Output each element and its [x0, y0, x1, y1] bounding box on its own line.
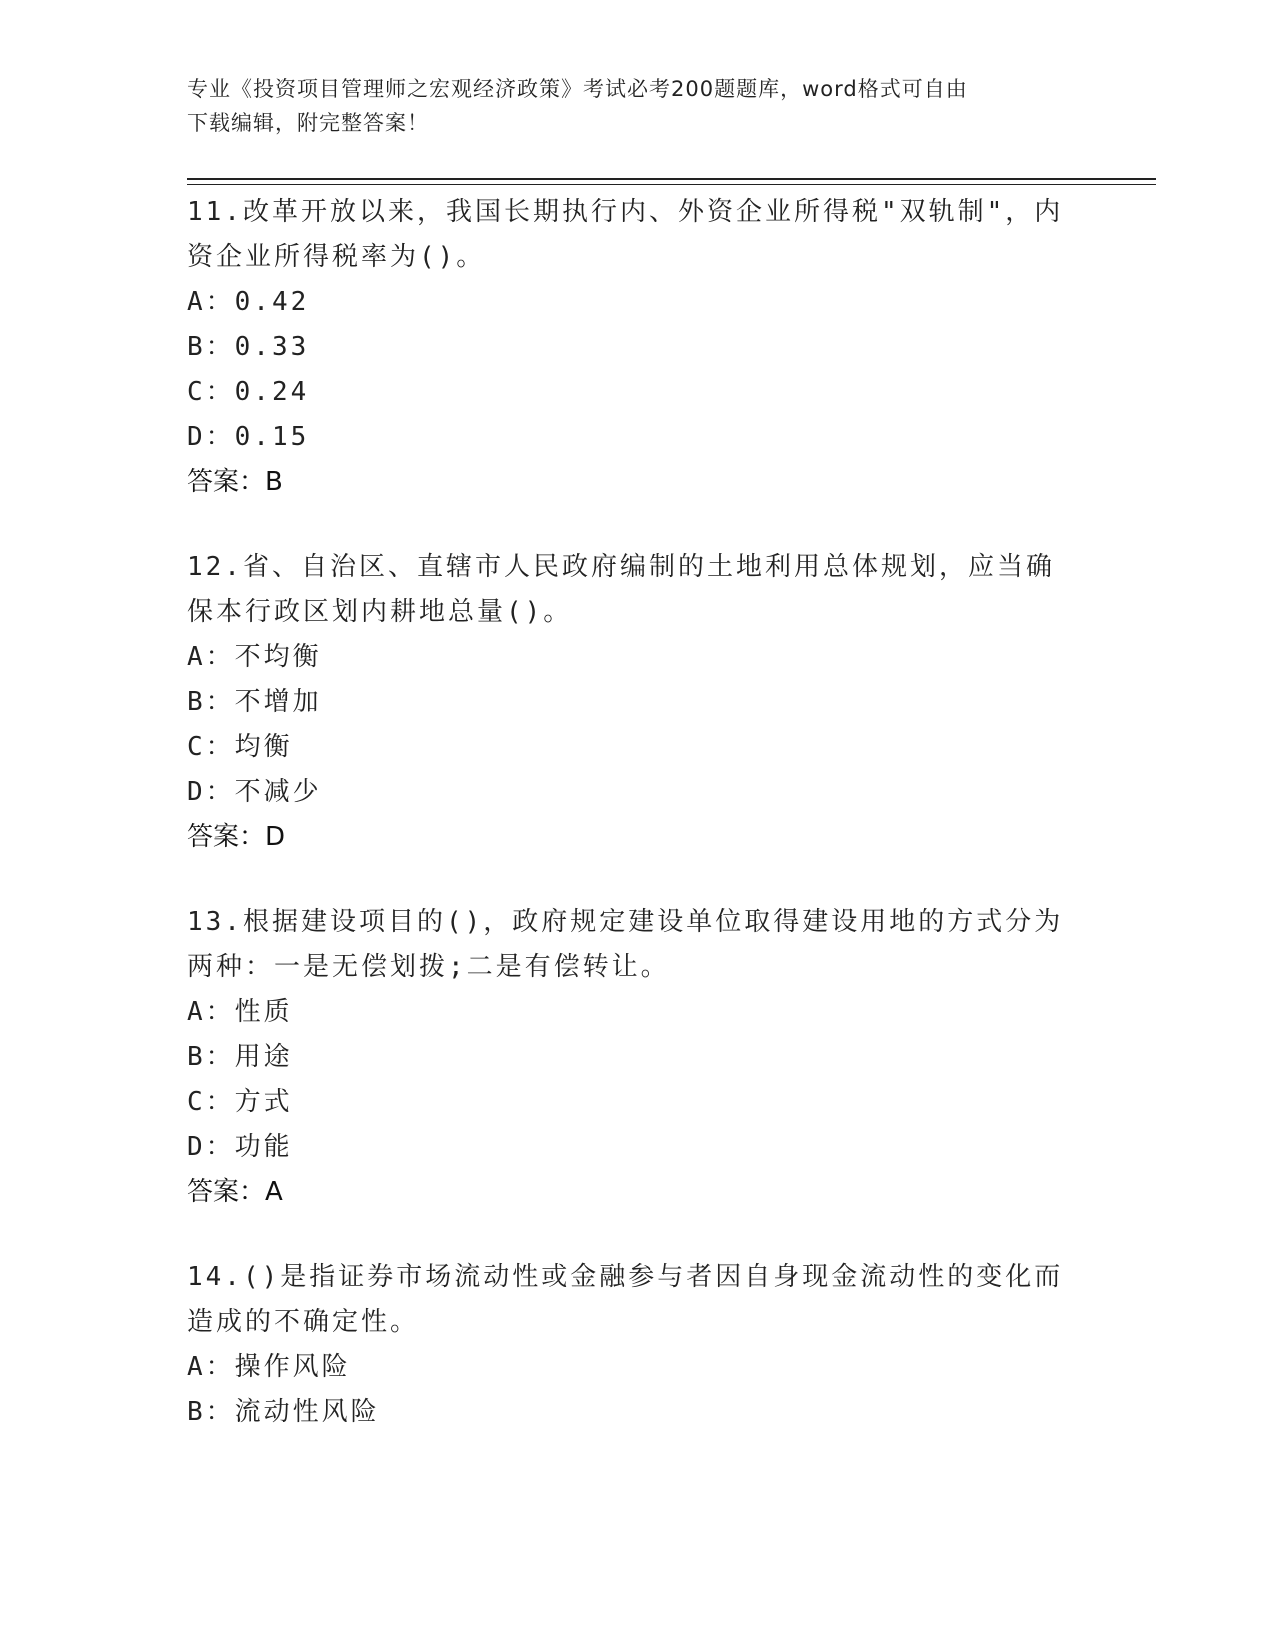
question-text: 11.改革开放以来，我国长期执行内、外资企业所得税"双轨制"，内资企业所得税率为()。	[187, 197, 1064, 272]
option-b: B：用途	[187, 1042, 293, 1072]
question-14	[187, 1255, 1087, 1435]
header-line-1: 专业《投资项目管理师之宏观经济政策》考试必考200题题库，word格式可自由	[187, 77, 968, 101]
option-d: D：0.15	[187, 422, 310, 452]
option-c: C：0.24	[187, 377, 310, 407]
option-c: C：均衡	[187, 732, 293, 762]
question-list	[187, 190, 1087, 1475]
question-text: 12.省、自治区、直辖市人民政府编制的土地利用总体规划，应当确保本行政区划内耕地总量()。	[187, 552, 1055, 627]
option-b: B：流动性风险	[187, 1397, 380, 1427]
option-b: B：0.33	[187, 332, 310, 362]
option-a: A：0.42	[187, 287, 310, 317]
document-header	[187, 72, 1077, 140]
option-d: D：功能	[187, 1132, 293, 1162]
header-divider-thin	[187, 184, 1156, 185]
answer-line: 答案：B	[187, 467, 283, 497]
answer-line: 答案：D	[187, 822, 286, 852]
question-11	[187, 190, 1087, 505]
question-text: 13.根据建设项目的()，政府规定建设单位取得建设用地的方式分为两种：一是无偿划拨;二是有偿转让。	[187, 907, 1064, 982]
option-d: D：不减少	[187, 777, 322, 807]
question-13	[187, 900, 1087, 1215]
option-c: C：方式	[187, 1087, 293, 1117]
option-a: A：操作风险	[187, 1352, 351, 1382]
option-b: B：不增加	[187, 687, 322, 717]
header-line-2: 下载编辑，附完整答案！	[187, 111, 429, 135]
option-a: A：性质	[187, 997, 293, 1027]
header-divider-thick	[187, 178, 1156, 180]
question-text: 14.()是指证券市场流动性或金融参与者因自身现金流动性的变化而造成的不确定性。	[187, 1262, 1064, 1337]
question-12	[187, 545, 1087, 860]
answer-line: 答案：A	[187, 1177, 283, 1207]
option-a: A：不均衡	[187, 642, 322, 672]
